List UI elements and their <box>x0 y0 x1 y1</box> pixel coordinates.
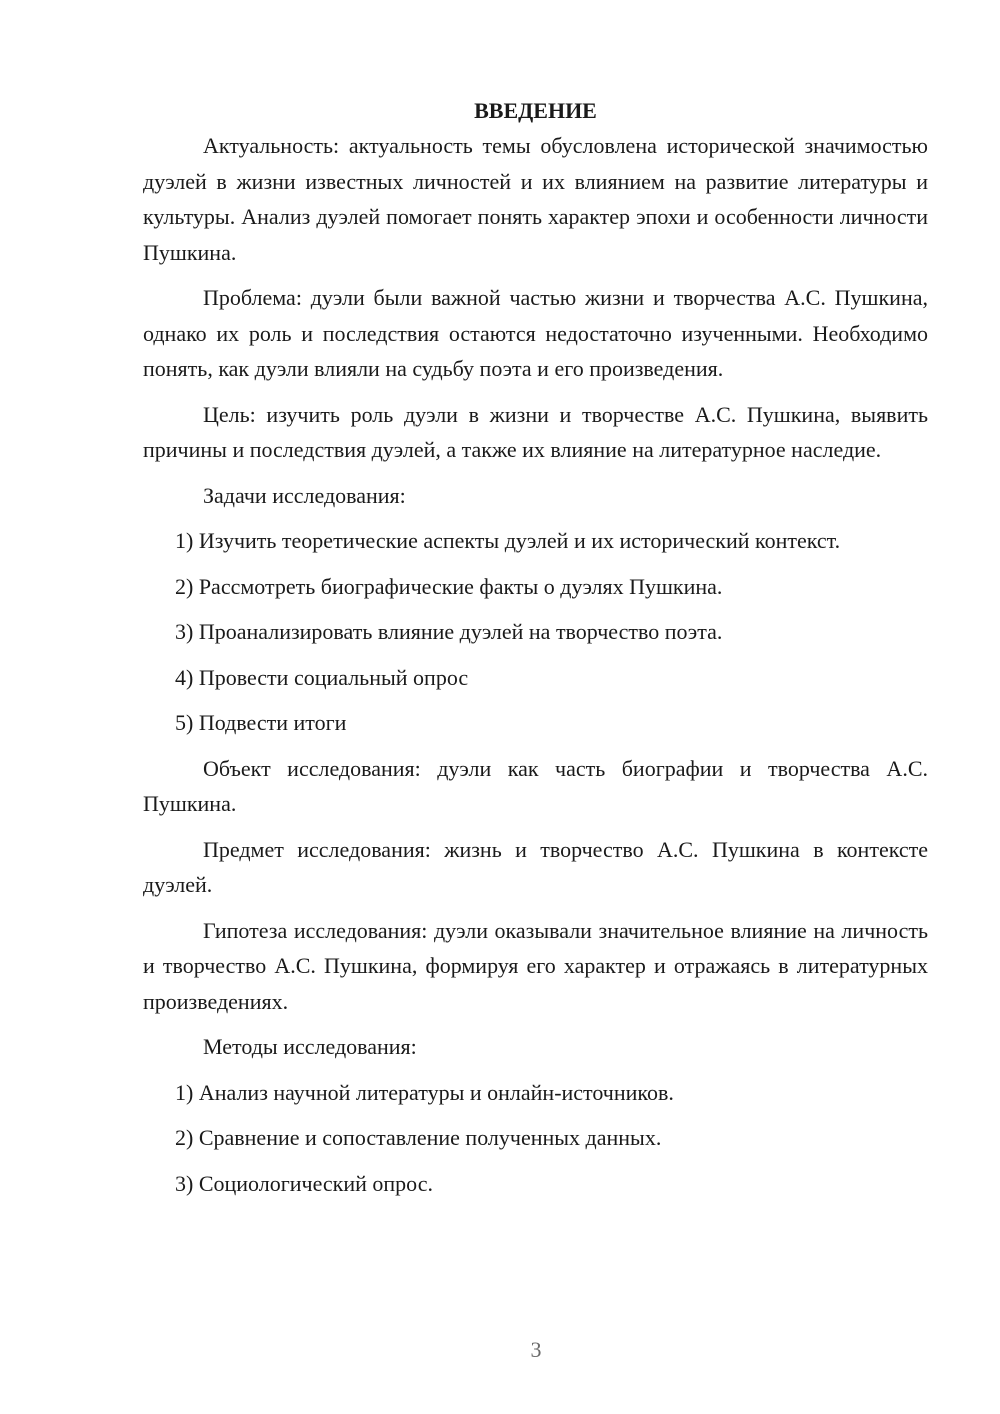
paragraph-goal: Цель: изучить роль дуэли в жизни и творчестве А.С. Пушкина, выявить причины и последствия дуэлей, а также их влияние на литературное наследие. <box>143 401 928 462</box>
paragraph-problem: Проблема: дуэли были важной частью жизни и творчества А.С. Пушкина, однако их роль и последствия остаются недостаточно изученными. Необходимо понять, как дуэли влияли на судьбу поэта и его произведения. <box>143 285 928 381</box>
list-item-method-3: 3) Социологический опрос. <box>175 1170 433 1196</box>
paragraph-object: Объект исследования: дуэли как часть биографии и творчества А.С. Пушкина. <box>143 755 928 816</box>
page-content <box>143 94 928 1211</box>
methods-heading: Методы исследования: <box>203 1034 417 1059</box>
paragraph-relevance: Актуальность: актуальность темы обусловлена исторической значимостью дуэлей в жизни известных личностей и их влиянием на развитие литературы и культуры. Анализ дуэлей помогает понять характер эпохи и особенности личности Пушкина. <box>143 133 928 265</box>
list-item-task-5: 5) Подвести итоги <box>175 710 347 735</box>
list-item-task-1: 1) Изучить теоретические аспекты дуэлей и их исторический контекст. <box>175 528 841 553</box>
page-title: ВВЕДЕНИЕ <box>474 98 597 123</box>
tasks-heading: Задачи исследования: <box>203 482 406 508</box>
list-item-task-3: 3) Проанализировать влияние дуэлей на творчество поэта. <box>175 619 723 644</box>
paragraph-hypothesis: Гипотеза исследования: дуэли оказывали значительное влияние на личность и творчество А.С. Пушкина, формируя его характер и отражаясь в литературных произведениях. <box>143 917 928 1014</box>
page-number: 3 <box>530 1337 542 1362</box>
list-item-method-1: 1) Анализ научной литературы и онлайн-источников. <box>175 1079 674 1105</box>
list-item-task-4: 4) Провести социальный опрос <box>175 664 469 690</box>
list-item-method-2: 2) Сравнение и сопоставление полученных данных. <box>175 1125 662 1150</box>
paragraph-subject: Предмет исследования: жизнь и творчество А.С. Пушкина в контексте дуэлей. <box>143 836 928 897</box>
list-item-task-2: 2) Рассмотреть биографические факты о дуэлях Пушкина. <box>175 573 723 599</box>
